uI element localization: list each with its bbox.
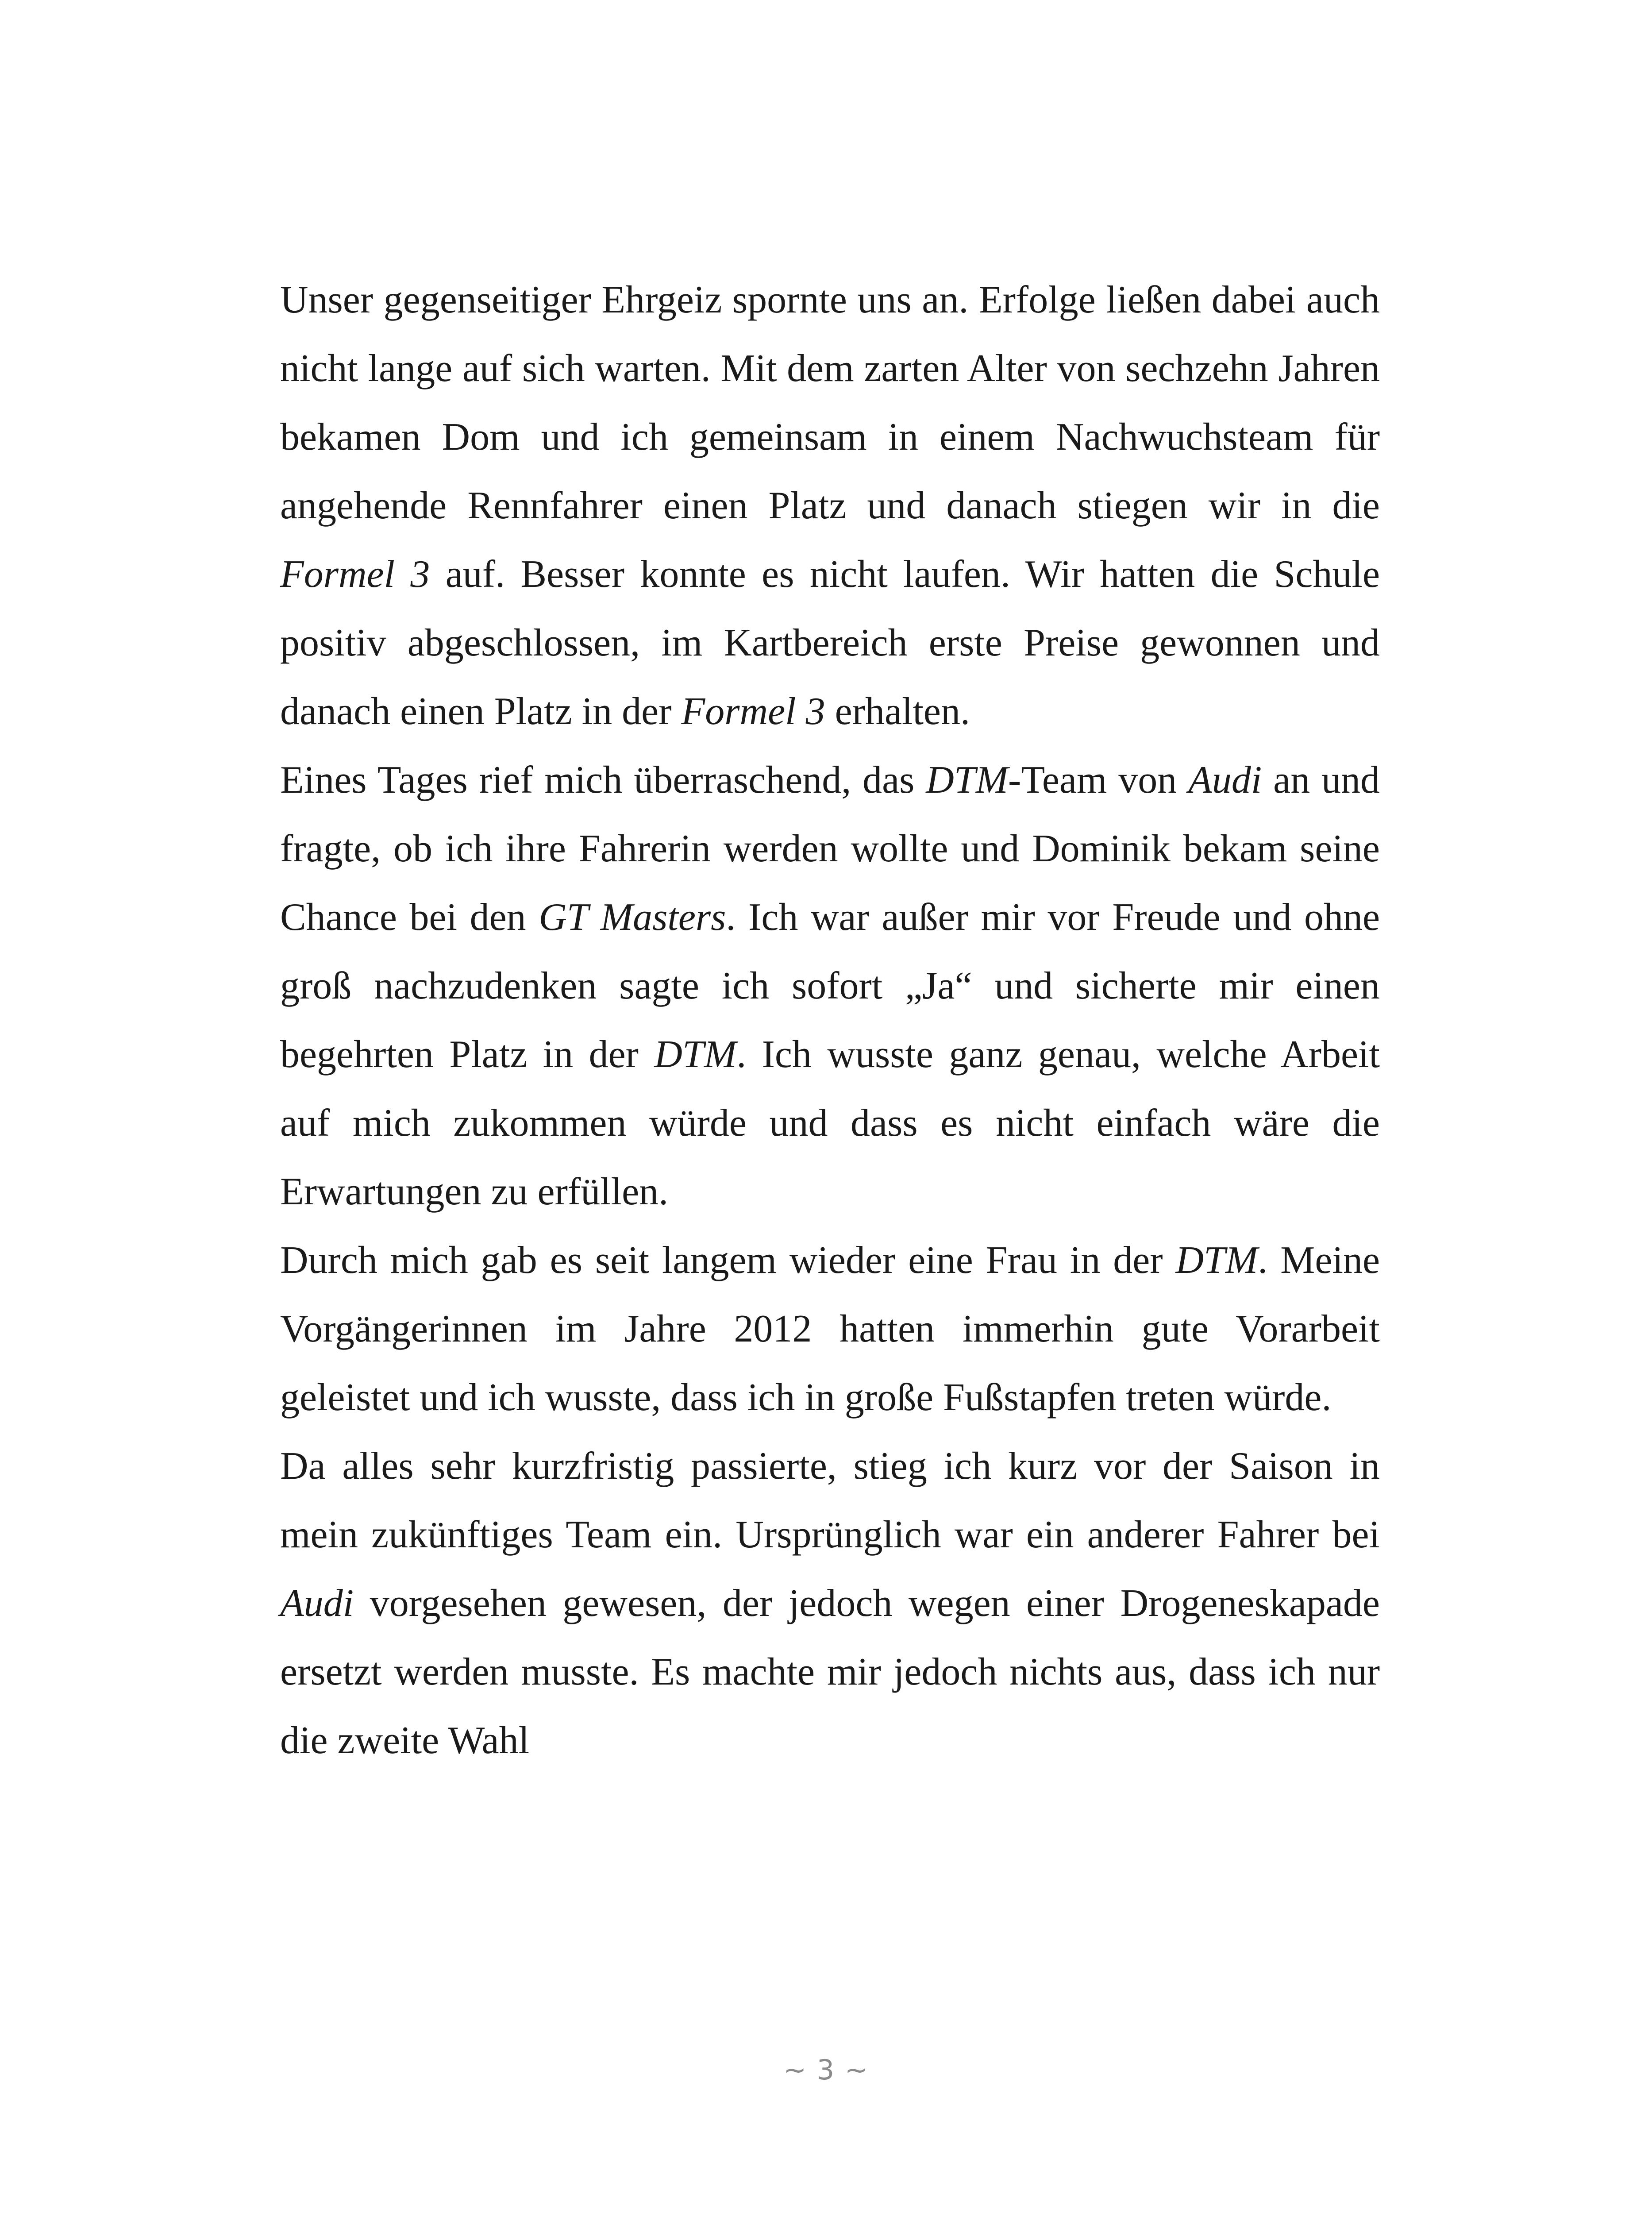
body-text [280,266,1380,1775]
paragraph [280,1432,1380,1775]
page-number: ~ 3 ~ [783,2054,869,2086]
paragraph [280,266,1380,746]
paragraph [280,1226,1380,1432]
text-run: an und fragte, ob ich ihre Fahrerin werden wollte und Dominik bekam seine Chance bei den [280,759,1380,939]
italic-term: GT Masters [539,896,726,939]
text-run: vorgesehen gewesen, der jedoch wegen einer Drogeneskapade ersetzt werden musste. Es machte mir jedoch nichts aus, dass ich nur die zweite Wahl [280,1582,1380,1762]
text-run: Unser gegenseitiger Ehrgeiz spornte uns an. Erfolge ließen dabei auch nicht lange auf sich warten. Mit dem zarten Alter von sechzehn Jahren bekamen Dom und ich gemeinsam in einem Nachwuchsteam für angehende Rennfahrer einen Platz und danach stiegen wir in die [280,278,1380,527]
text-run: . Ich war außer mir vor Freude und ohne groß nachzudenken sagte ich sofort „Ja“ und sicherte mir einen begehrten Platz in der [280,896,1380,1076]
italic-term: DTM [654,1033,737,1076]
paragraph [280,746,1380,1226]
italic-term: DTM [1175,1239,1258,1282]
text-run: -Team von [1008,759,1189,802]
text-run: Da alles sehr kurzfristig passierte, stieg ich kurz vor der Saison in mein zukünftiges Team ein. Ursprünglich war ein anderer Fahrer bei [280,1445,1380,1556]
italic-term: Audi [1188,759,1262,802]
italic-term: DTM [926,759,1009,802]
text-run: Durch mich gab es seit langem wieder eine Frau in der [280,1239,1176,1282]
italic-term: Formel 3 [681,690,825,733]
text-run: . Meine Vorgängerinnen im Jahre 2012 hatten immerhin gute Vorarbeit geleistet und ich wusste, dass ich in große Fußstapfen treten würde. [280,1239,1380,1419]
text-run: Eines Tages rief mich überraschend, das [280,759,926,802]
italic-term: Formel 3 [280,553,430,596]
italic-term: Audi [280,1582,354,1625]
text-run: erhalten. [825,690,970,733]
text-run: . Ich wusste ganz genau, welche Arbeit auf mich zukommen würde und dass es nicht einfach wäre die Erwartungen zu erfüllen. [280,1033,1380,1213]
text-run: auf. Besser konnte es nicht laufen. Wir hatten die Schule positiv abgeschlossen, im Kartbereich erste Preise gewonnen und danach einen Platz in der [280,553,1380,733]
